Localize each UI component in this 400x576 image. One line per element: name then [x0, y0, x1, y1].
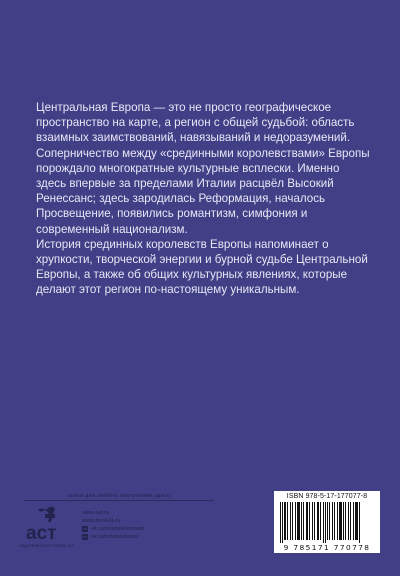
blurb-paragraph-2: История срединных королевств Европы напоминает о хрупкости, творческой энергии и бурной судьбе Центральной Европы, а также об общих культурных явлениях, которые делают этот регион по-настоящему уникальным. [36, 237, 368, 297]
barcode-bar [306, 502, 308, 540]
barcode-icon [280, 502, 374, 543]
barcode-bar [327, 502, 328, 540]
barcode-bar [355, 502, 358, 540]
link-row [82, 517, 144, 525]
isbn-label: ISBN 978-5-17-177077-8 [286, 493, 368, 500]
barcode-bar [353, 502, 354, 540]
blurb-paragraph-1: Центральная Европа — это не просто географическое пространство на карте, а регион с общей судьбой: область взаимных заимствований, навязываний и недоразумений. Соперничество между «срединными королевствами» Европы порождало многократные культурные всплески. Именно здесь впервые за пределами Италии расцвёл Высокий Ренессанс; здесь зародилась Реформация, началось Просвещение, появились романтизм, симфония и современный национализм. [36, 101, 370, 236]
ast-logo-icon [22, 506, 70, 546]
tagline-divider [24, 500, 214, 501]
barcode-bar [320, 502, 321, 540]
cover-blurb [36, 100, 370, 298]
link-ok[interactable]: ok.ru/izdatelstvoast [91, 534, 139, 540]
barcode-bar [359, 502, 360, 543]
barcode-bar [295, 502, 296, 540]
barcode-bar [312, 502, 313, 540]
publisher-caption: ИЗДАТЕЛЬСКАЯ ГРУППА АСТ [19, 544, 75, 548]
barcode-bar [282, 502, 283, 543]
barcode-bar [290, 502, 291, 540]
barcode-bar [297, 502, 300, 540]
barcode-bar [325, 502, 326, 543]
barcode-bar [314, 502, 315, 540]
vk-icon: vk [82, 526, 88, 531]
link-row [82, 525, 144, 533]
barcode-bar [292, 502, 293, 540]
link-vk[interactable]: vk.com/izdatelstvoast [91, 526, 145, 532]
barcode-bar [303, 502, 304, 540]
barcode-bar [339, 502, 342, 540]
barcode-bar [348, 502, 349, 540]
barcode-bar [323, 502, 324, 543]
barcode-bar [345, 502, 346, 540]
publisher-links [82, 509, 144, 541]
barcode-bar [280, 502, 281, 543]
barcode-panel [274, 491, 380, 553]
barcode-bar [287, 502, 288, 540]
link-row [82, 533, 144, 541]
link-ast[interactable]: www.ast.ru [82, 510, 110, 516]
barcode-bar [350, 502, 351, 540]
barcode-bar [337, 502, 338, 540]
barcode-digits: 9 785171 770778 [283, 543, 371, 552]
ok-icon: ok [82, 534, 88, 539]
link-book24[interactable]: www.book24.ru [82, 518, 121, 524]
barcode-bar [343, 502, 344, 540]
logo-text: аст [26, 523, 57, 544]
barcode-bar [284, 502, 286, 540]
publisher-tagline: книги для любого настроения здесь [67, 493, 171, 499]
barcode-bar [334, 502, 335, 540]
link-row [82, 509, 144, 517]
barcode-bar [329, 502, 330, 540]
barcode-bar [317, 502, 319, 540]
barcode-bar [309, 502, 310, 540]
barcode-bar [301, 502, 302, 540]
barcode-bar [332, 502, 333, 540]
